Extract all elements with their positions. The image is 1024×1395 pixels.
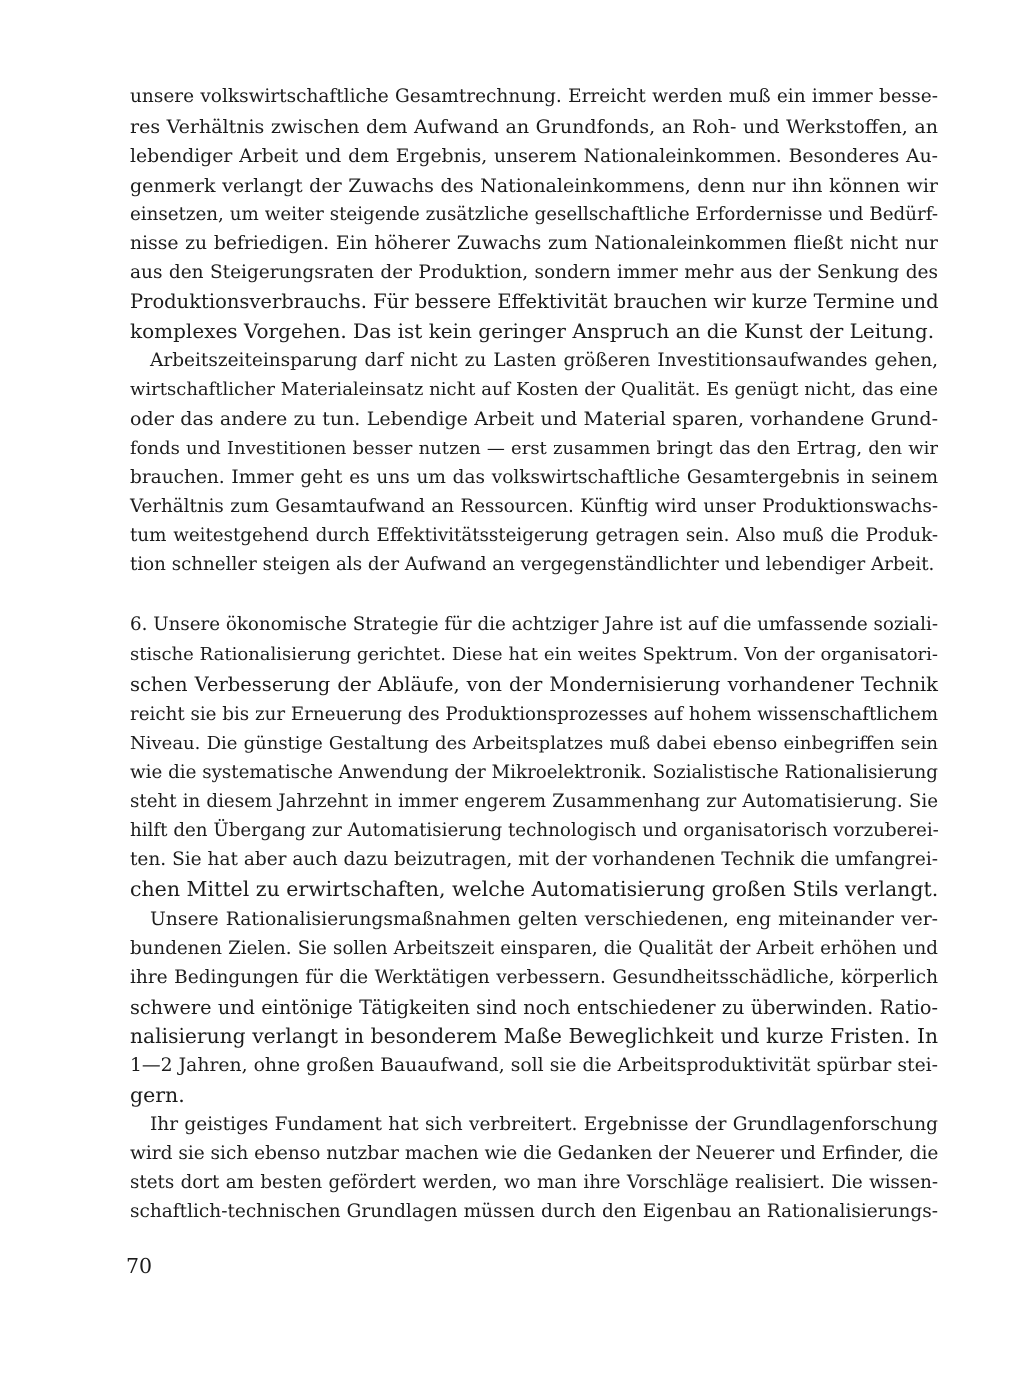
text-line: Niveau. Die günstige Gestaltung des Arbeitsplatzes muß dabei ebenso einbegriffen sein <box>130 733 938 754</box>
text-line: stets dort am besten gefördert werden, wo man ihre Vorschläge realisiert. Die wissen- <box>130 1172 938 1193</box>
text-line: wirtschaftlicher Materialeinsatz nicht auf Kosten der Qualität. Es genügt nicht, das eine <box>130 379 938 400</box>
text-line: gern. <box>130 1083 185 1107</box>
text-line: Ihr geistiges Fundament hat sich verbreitert. Ergebnisse der Grundlagenforschung <box>150 1114 938 1135</box>
text-line: schen Verbesserung der Abläufe, von der Mondernisierung vorhandener Technik <box>130 673 938 696</box>
text-line: aus den Steigerungsraten der Produktion, sondern immer mehr aus der Senkung des <box>130 262 938 283</box>
text-line: wie die systematische Anwendung der Mikroelektronik. Sozialistische Rationalisierung <box>130 762 938 783</box>
text-line: ten. Sie hat aber auch dazu beizutragen, mit der vorhandenen Technik die umfangrei- <box>130 849 938 870</box>
text-line: hilft den Übergang zur Automatisierung technologisch und organisatorisch vorzuberei- <box>130 820 939 841</box>
text-line: komplexes Vorgehen. Das ist kein geringer Anspruch an die Kunst der Leitung. <box>130 319 935 343</box>
text-line: chen Mittel zu erwirtschaften, welche Automatisierung großen Stils verlangt. <box>130 877 939 901</box>
text-line: reicht sie bis zur Erneuerung des Produktionsprozesses auf hohem wissenschaftlichem <box>130 704 939 725</box>
text-line: fonds und Investitionen besser nutzen — erst zusammen bringt das den Ertrag, den wir <box>130 438 938 459</box>
text-line: schwere und eintönige Tätigkeiten sind noch entschiedener zu überwinden. Ratio- <box>130 996 938 1019</box>
text-line: 1—2 Jahren, ohne großen Bauaufwand, soll sie die Arbeitsproduktivität spürbar stei- <box>130 1055 938 1076</box>
text-line: nisse zu befriedigen. Ein höherer Zuwachs zum Nationaleinkommen fließt nicht nur <box>130 233 938 254</box>
text-line: bundenen Zielen. Sie sollen Arbeitszeit einsparen, die Qualität der Arbeit erhöhen und <box>130 938 938 959</box>
text-line: Produktionsverbrauchs. Für bessere Effektivität brauchen wir kurze Termine und <box>130 290 939 313</box>
text-line: ihre Bedingungen für die Werktätigen verbessern. Gesundheitsschädliche, körperlich <box>130 967 938 988</box>
text-line: wird sie sich ebenso nutzbar machen wie die Gedanken der Neuerer und Erfinder, die <box>130 1143 939 1164</box>
text-line: Arbeitszeiteinsparung darf nicht zu Lasten größeren Investitionsaufwandes gehen, <box>150 350 938 371</box>
text-line: lebendiger Arbeit und dem Ergebnis, unserem Nationaleinkommen. Besonderes Au- <box>130 146 938 167</box>
text-line: tum weitestgehend durch Effektivitätssteigerung getragen sein. Also muß die Produk- <box>130 525 938 546</box>
text-line: tion schneller steigen als der Aufwand an vergegenständlichter und lebendiger Arbeit. <box>130 554 935 575</box>
text-line: unsere volkswirtschaftliche Gesamtrechnung. Erreicht werden muß ein immer besse- <box>130 86 938 107</box>
text-line: nalisierung verlangt in besonderem Maße Beweglichkeit und kurze Fristen. In <box>130 1024 938 1048</box>
page-number: 70 <box>126 1254 153 1278</box>
text-line: Verhältnis zum Gesamtaufwand an Ressourcen. Künftig wird unser Produktionswachs- <box>130 496 938 517</box>
text-line: einsetzen, um weiter steigende zusätzliche gesellschaftliche Erfordernisse und Bedürf- <box>130 204 938 225</box>
text-line: 6. Unsere ökonomische Strategie für die achtziger Jahre ist auf die umfassende soziali- <box>130 614 938 635</box>
text-line: brauchen. Immer geht es uns um das volkswirtschaftliche Gesamtergebnis in seinem <box>130 467 938 488</box>
text-line: stische Rationalisierung gerichtet. Diese hat ein weites Spektrum. Von der organisatori- <box>130 644 938 665</box>
text-line: schaftlich-technischen Grundlagen müssen durch den Eigenbau an Rationalisierungs- <box>130 1201 938 1222</box>
text-line: steht in diesem Jahrzehnt in immer engerem Zusammenhang zur Automatisierung. Sie <box>130 791 938 812</box>
text-line: genmerk verlangt der Zuwachs des Nationaleinkommens, denn nur ihn können wir <box>130 175 938 197</box>
text-line: res Verhältnis zwischen dem Aufwand an Grundfonds, an Roh- und Werkstoffen, an <box>130 116 938 138</box>
text-line: oder das andere zu tun. Lebendige Arbeit und Material sparen, vorhandene Grund- <box>130 408 938 430</box>
text-line: Unsere Rationalisierungsmaßnahmen gelten verschiedenen, eng miteinander ver- <box>150 909 938 930</box>
